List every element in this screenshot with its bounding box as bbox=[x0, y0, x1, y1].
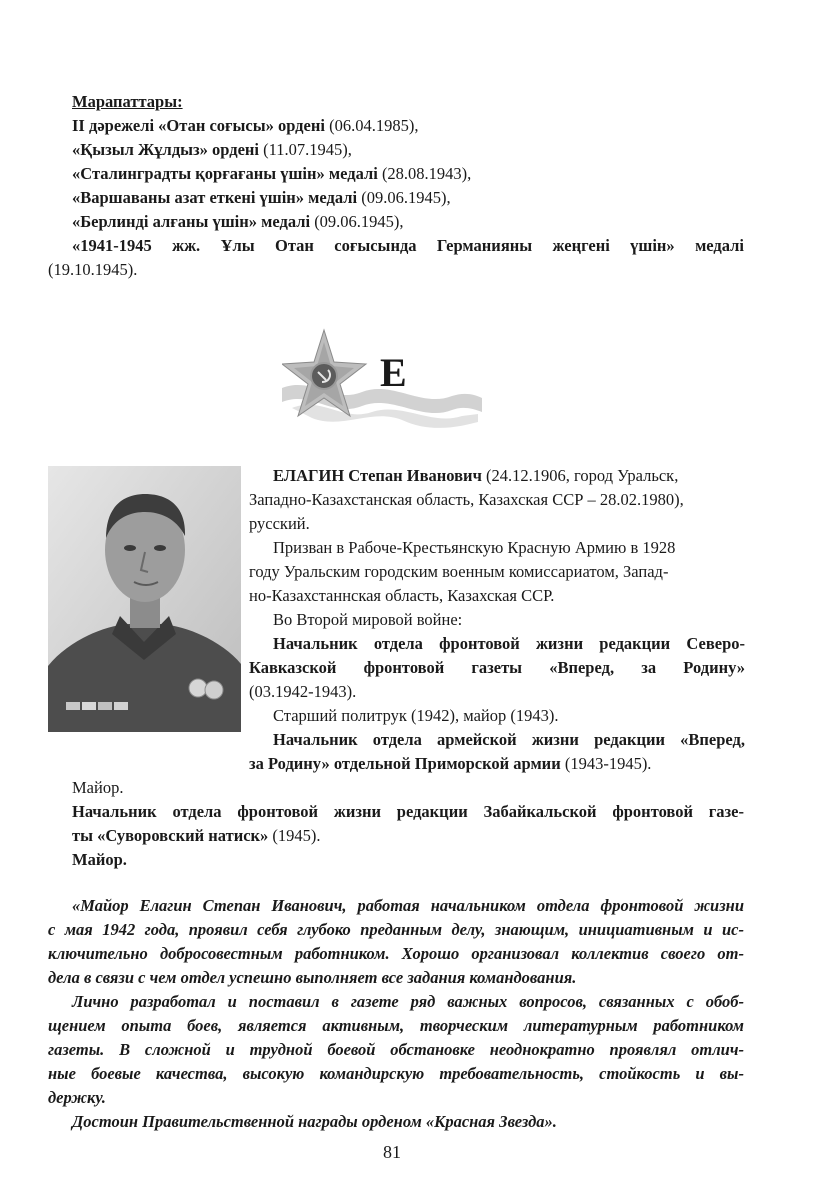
award-line bbox=[72, 140, 352, 160]
bio-position: ты «Суворовский натиск» bbox=[72, 826, 269, 845]
bio-position: Начальник отдела фронтовой жизни редакции Северо- bbox=[273, 634, 745, 653]
award-name: «Варшаваны азат еткені үшін» медалі bbox=[72, 188, 358, 207]
quote-line: Лично разработал и поставил в газете ряд важных вопросов, связанных с обоб- bbox=[72, 992, 744, 1011]
bio-position: за Родину» отдельной Приморской армии bbox=[249, 754, 561, 773]
quote-line: «Майор Елагин Степан Иванович, работая начальником отдела фронтовой жизни bbox=[72, 896, 744, 915]
award-name: «Қызыл Жұлдыз» ордені bbox=[72, 140, 260, 159]
bio-line: Старший политрук (1942), майор (1943). bbox=[273, 706, 559, 725]
bio-rank: Майор. bbox=[72, 850, 127, 869]
award-date: (09.06.1945), bbox=[357, 188, 451, 207]
award-line bbox=[72, 164, 471, 184]
award-date: (06.04.1985), bbox=[324, 116, 419, 135]
award-date: (28.08.1943), bbox=[377, 164, 472, 183]
award-last-line: «1941-1945 жж. Ұлы Отан соғысында Германияны жеңгені үшін» медалі bbox=[72, 236, 744, 255]
bio-line: Во Второй мировой войне: bbox=[273, 610, 463, 629]
quote-line: ные боевые качества, высокую командирскую требовательность, стойкость и вы- bbox=[48, 1064, 744, 1083]
page-number: 81 bbox=[383, 1142, 401, 1162]
bio-line: но-Казахстаннская область, Казахская ССР. bbox=[249, 586, 555, 605]
award-last-date: (19.10.1945). bbox=[48, 260, 138, 279]
bio-position-line bbox=[72, 826, 321, 846]
bio-line: Майор. bbox=[72, 778, 124, 797]
award-line bbox=[72, 212, 404, 232]
bio-line: году Уральским городским военным комиссариатом, Запад- bbox=[249, 562, 669, 581]
award-date: (11.07.1945), bbox=[259, 140, 352, 159]
person-name: ЕЛАГИН Степан Иванович bbox=[273, 466, 482, 485]
awards-heading: Марапаттары: bbox=[72, 92, 183, 111]
bio-line: Призван в Рабоче-Крестьянскую Красную Армию в 1928 bbox=[273, 538, 676, 557]
quote-line: дела в связи с чем отдел успешно выполняет все задания командования. bbox=[48, 968, 577, 987]
bio-dates: (1943-1945). bbox=[560, 754, 652, 773]
bio-position: Начальник отдела фронтовой жизни редакции Забайкальской фронтовой газе- bbox=[72, 802, 744, 821]
quote-line: держку. bbox=[48, 1088, 106, 1107]
bio-dates: (1945). bbox=[268, 826, 321, 845]
award-name: II дәрежелі «Отан соғысы» ордені bbox=[72, 116, 325, 135]
bio-line: (03.1942-1943). bbox=[249, 682, 357, 701]
quote-line: щением опыта боев, является активным, творческим литературным работником bbox=[48, 1016, 744, 1035]
award-name: «Сталинградты қорғағаны үшін» медалі bbox=[72, 164, 378, 183]
quote-line: Достоин Правительственной награды орденом «Красная Звезда». bbox=[72, 1112, 557, 1131]
bio-position: Кавказской фронтовой газеты «Вперед, за Родину» bbox=[249, 658, 745, 677]
quote-line: с мая 1942 года, проявил себя глубоко преданным делу, знающим, инициативным и ис- bbox=[48, 920, 744, 939]
bio-name-line bbox=[273, 466, 678, 486]
bio-position: Начальник отдела армейской жизни редакции «Вперед, bbox=[273, 730, 745, 749]
quote-line: газеты. В сложной и трудной боевой обстановке неоднократно проявлял отлич- bbox=[48, 1040, 744, 1059]
bio-birth: (24.12.1906, город Уральск, bbox=[481, 466, 679, 485]
bio-position-line bbox=[249, 754, 651, 774]
bio-line: Западно-Казахстанская область, Казахская ССР – 28.02.1980), bbox=[249, 490, 684, 509]
award-date: (09.06.1945), bbox=[310, 212, 404, 231]
bio-line: русский. bbox=[249, 514, 310, 533]
section-letter: Е bbox=[380, 350, 407, 395]
award-line bbox=[72, 116, 418, 136]
portrait-photo bbox=[48, 466, 241, 732]
award-name: «Берлинді алғаны үшін» медалі bbox=[72, 212, 311, 231]
award-line bbox=[72, 188, 451, 208]
quote-line: ключительно добросовестным работником. Хорошо организовал коллектив своего от- bbox=[48, 944, 744, 963]
